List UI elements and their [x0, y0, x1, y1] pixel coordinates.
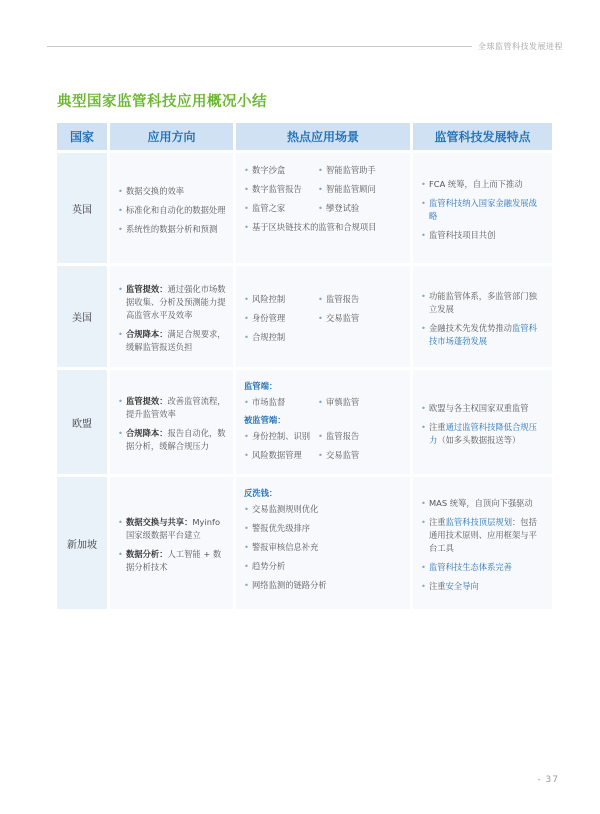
- direction-item: [118, 548, 226, 574]
- hotspot-item: • 风险数据管理: [244, 449, 318, 462]
- feature-item-highlight: • 监管科技纳入国家金融发展战略: [421, 197, 545, 223]
- hotspot-item: • 监管报告: [318, 293, 403, 306]
- direction-text: 人工智能 + 数据分析技术: [126, 549, 222, 572]
- hotspot-item: • 数字沙盒: [244, 164, 318, 177]
- hotspot-cell-singapore: [236, 477, 410, 609]
- direction-cell-us: [110, 266, 233, 367]
- direction-label: 合规降本：: [126, 428, 168, 438]
- direction-label: 合规降本：: [126, 329, 168, 339]
- hotspot-item: • 基于区块链技术的监管和合规项目: [244, 221, 403, 234]
- hotspot-item: • 警报优先级排序: [244, 522, 403, 535]
- hotspot-item: • 警报审核信息补充: [244, 541, 403, 554]
- feature-cell-us: [413, 266, 552, 367]
- feature-prefix: 金融技术先发优势推动: [429, 322, 512, 333]
- direction-text: 改善监管流程，提升监管效率: [126, 396, 226, 419]
- hotspot-item: • 交易监管: [318, 312, 403, 325]
- direction-cell-singapore: [110, 477, 233, 609]
- direction-item: • 标准化和自动化的数据处理: [118, 204, 226, 217]
- hotspot-item: • 智能监管顾问: [318, 183, 403, 196]
- hotspot-group-title: 监管端：: [244, 381, 278, 391]
- direction-item: [118, 427, 226, 453]
- feature-item: • 欧盟与各主权国家双重监管: [421, 402, 545, 415]
- feature-item: [421, 322, 545, 348]
- feature-item: [421, 421, 545, 447]
- direction-text: 通过强化市场数据收集、分析及预测能力提高监管水平及效率: [126, 284, 226, 320]
- direction-label: 监管提效：: [126, 396, 168, 406]
- feature-highlight: 监管科技市场蓬勃发展: [429, 322, 537, 346]
- hotspot-item: • 合规控制: [244, 331, 403, 344]
- header-country: 国家: [57, 123, 107, 150]
- hotspot-item: • 智能监管助手: [318, 164, 403, 177]
- direction-text: 满足合规要求，缓解监管报送负担: [126, 329, 226, 352]
- section-title: 典型国家监管科技应用概况小结: [57, 94, 267, 110]
- feature-cell-eu: [413, 370, 552, 474]
- feature-suffix: ：包括通用技术原则、应用框架与平台工具: [429, 517, 537, 553]
- direction-item: [118, 283, 226, 322]
- hotspot-item: • 风险控制: [244, 293, 318, 306]
- direction-item: [118, 328, 226, 354]
- feature-highlight: 安全导向: [445, 581, 479, 591]
- direction-cell-uk: [110, 153, 233, 263]
- summary-table: [57, 123, 543, 597]
- feature-item: • MAS 统筹，自顶向下强驱动: [421, 497, 545, 510]
- country-cell-eu: 欧盟: [57, 370, 107, 474]
- feature-item: [421, 580, 545, 593]
- hotspot-cell-uk: [236, 153, 410, 263]
- direction-text: 报告自动化，数据分析，缓解合规压力: [126, 428, 226, 451]
- hotspot-item: • 趋势分析: [244, 560, 403, 573]
- feature-highlight: 监管科技顶层规划: [445, 517, 512, 527]
- country-cell-us: 美国: [57, 266, 107, 367]
- hotspot-item: • 身份管理: [244, 312, 318, 325]
- feature-suffix: （如多头数据报送等）: [437, 434, 521, 445]
- hotspot-item: • 审慎监管: [318, 396, 403, 409]
- direction-item: [118, 516, 226, 542]
- direction-item: [118, 395, 226, 421]
- direction-text: Myinfo 国家级数据平台建立: [126, 517, 221, 540]
- feature-cell-singapore: [413, 477, 552, 609]
- hotspot-cell-us: [236, 266, 410, 367]
- feature-item: [421, 516, 545, 555]
- hotspot-group-title: 反洗钱：: [244, 488, 278, 498]
- hotspot-cell-eu: [236, 370, 410, 474]
- feature-cell-uk: [413, 153, 552, 263]
- hotspot-item: • 市场监督: [244, 396, 318, 409]
- direction-item: • 系统性的数据分析和预测: [118, 223, 226, 236]
- feature-prefix: 注重: [429, 421, 446, 432]
- hotspot-group-title: 被监管端：: [244, 415, 286, 425]
- direction-cell-eu: [110, 370, 233, 474]
- feature-prefix: 注重: [429, 581, 446, 591]
- hotspot-item: • 监管之家: [244, 202, 318, 215]
- country-cell-uk: 英国: [57, 153, 107, 263]
- hotspot-item: • 交易监管: [318, 449, 403, 462]
- running-header: 全球监管科技发展进程: [472, 41, 563, 52]
- feature-item: • 监管科技项目共创: [421, 229, 545, 242]
- feature-item: • 功能监管体系，多监管部门独立发展: [421, 290, 545, 316]
- header-direction: 应用方向: [110, 123, 233, 150]
- feature-prefix: 注重: [429, 517, 446, 527]
- direction-label: 数据交换与共享：: [126, 517, 193, 527]
- direction-item: • 数据交换的效率: [118, 185, 226, 198]
- hotspot-item: • 网络监测的链路分析: [244, 579, 403, 592]
- country-cell-singapore: 新加坡: [57, 477, 107, 609]
- header-features: 监管科技发展特点: [413, 123, 552, 150]
- hotspot-item: • 身份控制、识别: [244, 430, 318, 443]
- feature-item-highlight: • 监管科技生态体系完善: [421, 561, 545, 574]
- hotspot-item: • 孿登试验: [318, 202, 403, 215]
- header-hotspots: 热点应用场景: [236, 123, 410, 150]
- page-number: - 37: [537, 775, 559, 785]
- feature-highlight: 通过监管科技降低合规压力: [429, 421, 537, 445]
- hotspot-item: • 监管报告: [318, 430, 403, 443]
- feature-item: • FCA 统筹，自上而下推动: [421, 178, 545, 191]
- direction-label: 数据分析：: [126, 549, 168, 559]
- direction-label: 监管提效：: [126, 284, 168, 294]
- hotspot-item: • 交易监测规则优化: [244, 503, 403, 516]
- hotspot-item: • 数字监管报告: [244, 183, 318, 196]
